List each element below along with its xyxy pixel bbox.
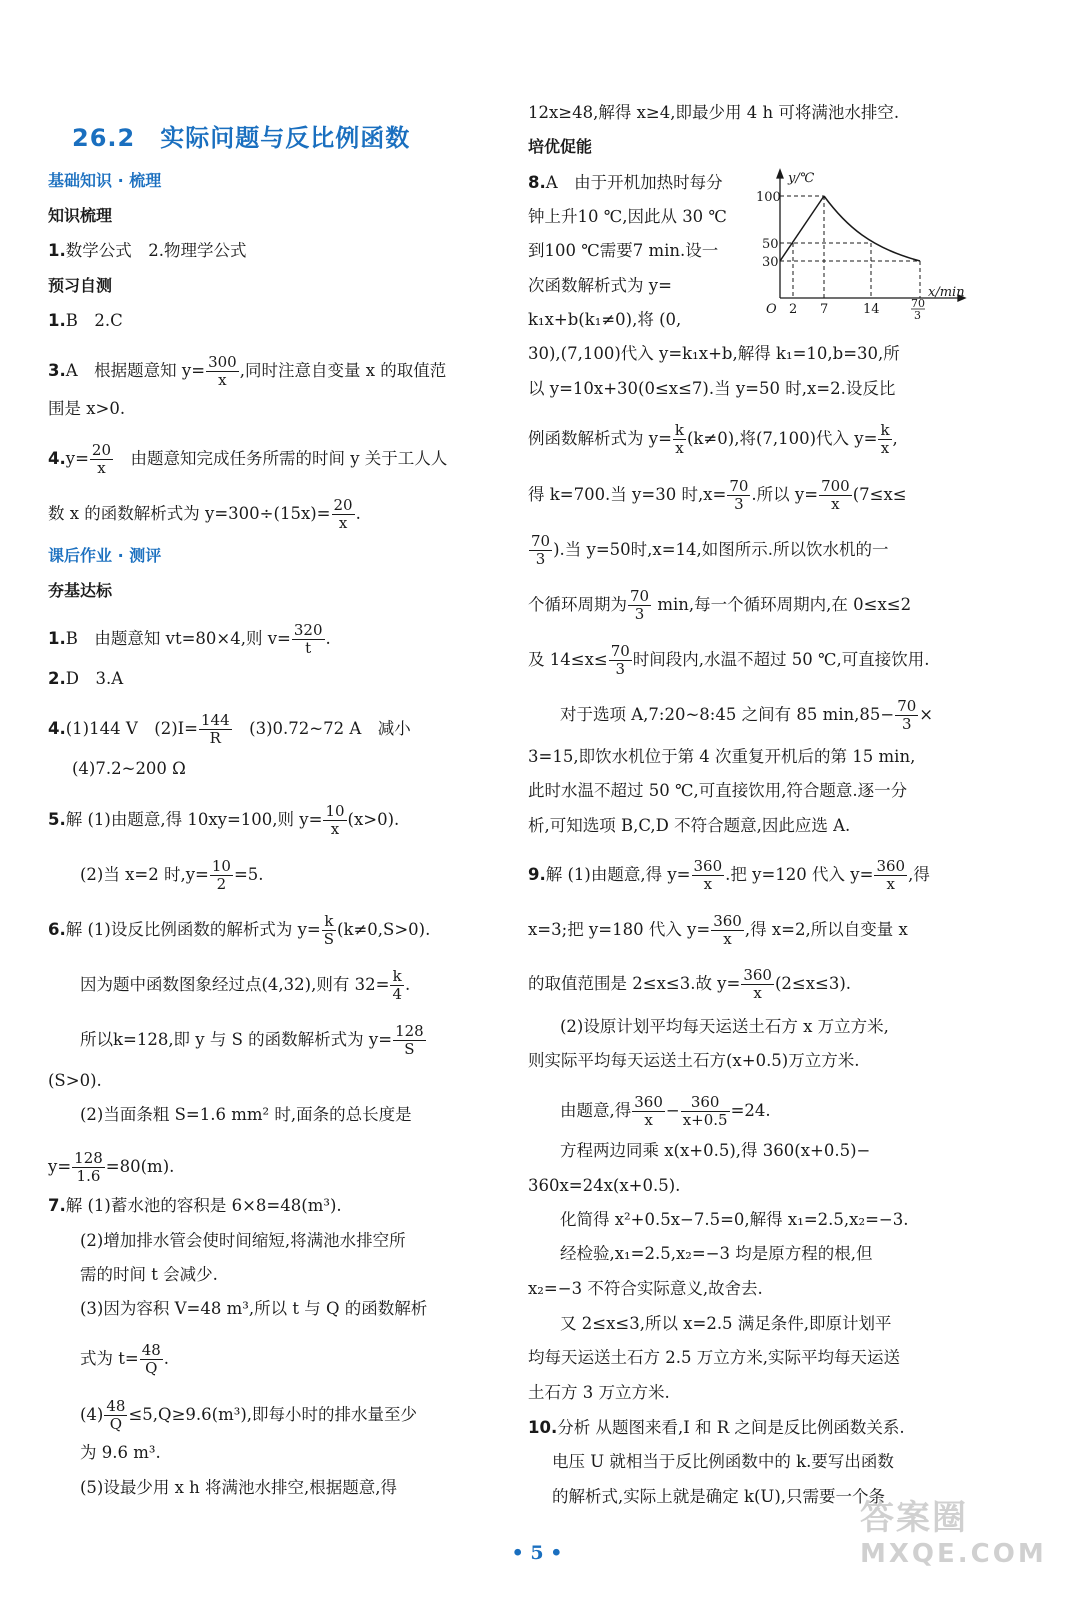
answer-line: 12x≥48,解得 x≥4,即最少用 4 h 可将满池水排空. xyxy=(528,103,900,122)
page-number: • 5 • xyxy=(511,1542,563,1564)
answer-line: 化简得 x²+0.5x−7.5=0,解得 x₁=2.5,x₂=−3. xyxy=(560,1210,909,1229)
answer-line: 又 2≤x≤3,所以 x=2.5 满足条件,即原计划平 xyxy=(560,1314,892,1333)
answer-line: (5)设最少用 x h 将满池水排空,根据题意,得 xyxy=(80,1478,398,1497)
answer-line: 1.B 2.C xyxy=(48,311,123,330)
y-axis-label: y/℃ xyxy=(788,171,815,186)
answer-line: 电压 U 就相当于反比例函数中的 k.要写出函数 xyxy=(552,1452,894,1471)
answer-line: 由题意,得 $\frac{360}{x}$ − $\frac{360}{x+0.5}$ =24. xyxy=(560,1093,771,1129)
answer-line: 所以k=128,即 y 与 S 的函数解析式为 y= $\frac{128}{S}$ xyxy=(80,1022,424,1058)
answer-line: 需的时间 t 会减少. xyxy=(80,1265,218,1284)
x-axis-label: x/min xyxy=(928,285,965,300)
answer-line: 1.数学公式 2.物理学公式 xyxy=(48,241,247,260)
answer-line: 及 14≤x≤ $\frac{70}{3}$ 时间段内,水温不超过 50 ℃,可直接饮用. xyxy=(528,642,930,678)
answer-line: (2)增加排水管会使时间缩短,将满池水排空所 xyxy=(80,1231,406,1250)
answer-line: 以 y=10x+30(0≤x≤7).当 y=50 时,x=2.设反比 xyxy=(528,379,896,398)
answer-line: 10.分析 从题图来看,I 和 R 之间是反比例函数关系. xyxy=(528,1418,905,1437)
x-tick-fraction-numerator: 70 xyxy=(911,297,925,310)
temperature-graph xyxy=(756,168,966,322)
answer-line: 土石方 3 万立方米. xyxy=(528,1383,670,1402)
answer-line: 钟上升10 ℃,因此从 30 ℃ xyxy=(528,207,727,226)
section-title: 26.2 实际问题与反比例函数 xyxy=(72,124,411,152)
answer-line: 为 9.6 m³. xyxy=(80,1443,161,1462)
answer-line: (2)设原计划平均每天运送土石方 x 万立方米, xyxy=(560,1017,889,1036)
answer-line: 经检验,x₁=2.5,x₂=−3 均是原方程的根,但 xyxy=(560,1244,873,1263)
answer-line: 6.解 (1)设反比例函数的解析式为 y= $\frac{k}{S}$ (k≠0,S>0). xyxy=(48,912,431,948)
y-axis-arrow xyxy=(777,170,783,178)
heating-line xyxy=(780,196,824,261)
y-tick-label: 30 xyxy=(762,255,779,270)
answer-line: 5.解 (1)由题意,得 10xy=100,则 y= $\frac{10}{x}$ (x>0). xyxy=(48,802,400,838)
answer-line: 2.D 3.A xyxy=(48,669,124,688)
answer-line: 30),(7,100)代入 y=k₁x+b,解得 k₁=10,b=30,所 xyxy=(528,344,900,363)
answer-line: 次函数解析式为 y= xyxy=(528,276,672,295)
answer-line: 的取值范围是 2≤x≤3.故 y= $\frac{360}{x}$ (2≤x≤3). xyxy=(528,966,852,1002)
answer-line: 均每天运送土石方 2.5 万立方米,实际平均每天运送 xyxy=(528,1348,900,1367)
answer-line: 析,可知选项 B,C,D 不符合题意,因此应选 A. xyxy=(528,816,851,835)
answer-line: 因为题中函数图象经过点(4,32),则有 32= $\frac{k}{4}$ . xyxy=(80,967,411,1003)
x-tick-label: 14 xyxy=(863,302,880,317)
answer-line: 9.解 (1)由题意,得 y= $\frac{360}{x}$ .把 y=120 代入 y= $\frac{360}{x}$ ,得 xyxy=(528,857,930,893)
x-tick-label: 7 xyxy=(820,302,829,317)
answer-line: (4)7.2~200 Ω xyxy=(72,759,186,778)
origin-label: O xyxy=(766,302,777,317)
watermark-logo: 答案圈 MXQE.COM xyxy=(860,1498,1047,1569)
heading-advanced: 培优促能 xyxy=(528,137,593,156)
heading-homework: 课后作业 · 测评 xyxy=(48,546,162,565)
answer-line: (2)当面条粗 S=1.6 mm² 时,面条的总长度是 xyxy=(80,1105,412,1124)
answer-line: (3)因为容积 V=48 m³,所以 t 与 Q 的函数解析 xyxy=(80,1299,428,1318)
cooling-curve xyxy=(824,196,920,261)
answer-line: 式为 t= $\frac{48}{Q}$ . xyxy=(80,1341,170,1377)
answer-line: 的解析式,实际上就是确定 k(U),只需要一个条 xyxy=(552,1487,886,1506)
answer-line: y= $\frac{128}{1.6}$ =80(m). xyxy=(48,1149,175,1185)
answer-line: 4.(1)144 V (2)I= $\frac{144}{R}$ (3)0.72~72 A 减小 xyxy=(48,711,411,747)
x-tick-label: 2 xyxy=(789,302,798,317)
answer-line: 7.解 (1)蓄水池的容积是 6×8=48(m³). xyxy=(48,1196,342,1215)
heading-foundation: 夯基达标 xyxy=(48,581,113,600)
answer-line: 到100 ℃需要7 min.设一 xyxy=(528,241,719,260)
answer-line: 方程两边同乘 x(x+0.5),得 360(x+0.5)− xyxy=(560,1141,871,1160)
answer-line: 此时水温不超过 50 ℃,可直接饮用,符合题意.逐一分 xyxy=(528,781,908,800)
answer-line: x₂=−3 不符合实际意义,故舍去. xyxy=(528,1279,763,1298)
answer-line: 个循环周期为 $\frac{70}{3}$ min,每一个循环周期内,在 0≤x≤2 xyxy=(528,587,912,623)
answer-line: 1.B 由题意知 vt=80×4,则 v= $\frac{320}{t}$ . xyxy=(48,621,331,657)
answer-line: 围是 x>0. xyxy=(48,399,126,418)
answer-line: 4.y= $\frac{20}{x}$ 由题意知完成任务所需的时间 y 关于工人人 xyxy=(48,441,448,477)
answer-line: 3=15,即饮水机位于第 4 次重复开机后的第 15 min, xyxy=(528,747,916,766)
answer-line: (2)当 x=2 时,y= $\frac{10}{2}$ =5. xyxy=(80,857,264,893)
answer-line: 例函数解析式为 y= $\frac{k}{x}$ (k≠0),将(7,100)代入 y= $\frac{k}{x}$ , xyxy=(528,421,898,457)
answer-line: (S>0). xyxy=(48,1071,102,1090)
heading-basic-knowledge: 基础知识 · 梳理 xyxy=(48,171,162,190)
answer-line: 则实际平均每天运送土石方(x+0.5)万立方米. xyxy=(528,1051,860,1070)
x-tick-fraction-denominator: 3 xyxy=(914,309,921,322)
answer-line: 得 k=700.当 y=30 时,x= $\frac{70}{3}$ .所以 y= $\frac{700}{x}$ (7≤x≤ xyxy=(528,477,907,513)
answer-line: 360x=24x(x+0.5). xyxy=(528,1176,681,1195)
answer-line: 数 x 的函数解析式为 y=300÷(15x)= $\frac{20}{x}$ . xyxy=(48,496,361,532)
answer-line: $\frac{70}{3}$ ).当 y=50时,x=14,如图所示.所以饮水机的一 xyxy=(531,532,889,568)
answer-line: 8.A 由于开机加热时每分 xyxy=(528,173,723,192)
y-tick-label: 100 xyxy=(756,190,781,205)
answer-line: 对于选项 A,7:20~8:45 之间有 85 min,85− $\frac{70}{3}$ × xyxy=(560,697,934,733)
heading-knowledge-review: 知识梳理 xyxy=(48,206,113,225)
heading-preview-test: 预习自测 xyxy=(48,276,113,295)
answer-line: k₁x+b(k₁≠0),将 (0, xyxy=(528,310,682,329)
answer-line: x=3;把 y=180 代入 y= $\frac{360}{x}$ ,得 x=2,所以自变量 x xyxy=(528,912,908,948)
answer-line: (4) $\frac{48}{Q}$ ≤5,Q≥9.6(m³),即每小时的排水量至少 xyxy=(80,1397,418,1433)
y-tick-label: 50 xyxy=(762,237,779,252)
answer-line: 3.A 根据题意知 y= $\frac{300}{x}$ ,同时注意自变量 x 的取值范 xyxy=(48,353,447,389)
